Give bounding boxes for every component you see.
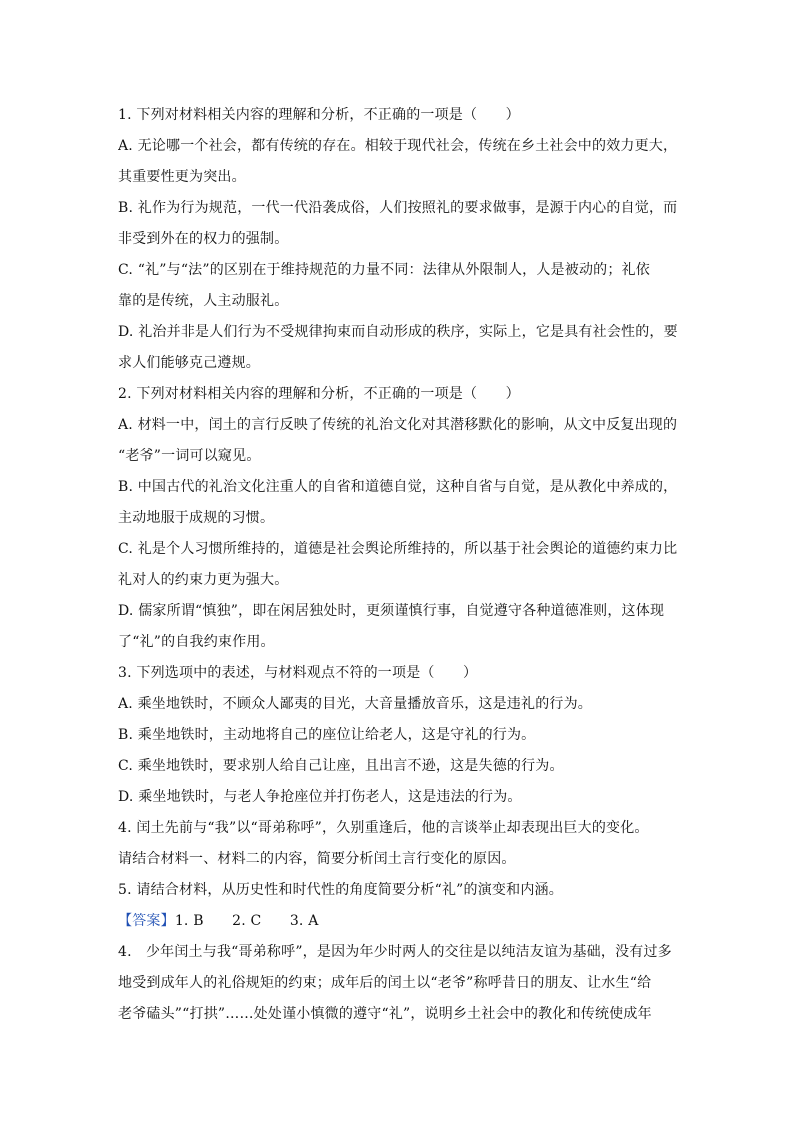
explanation-line-2: 地受到成年人的礼俗规矩的约束；成年后的闰土以“老爷”称呼昔日的朋友、让水生“给 <box>118 975 652 991</box>
document-body <box>118 100 683 1030</box>
question-2-option-a-cont: “老爷”一词可以窥见。 <box>118 448 261 464</box>
question-3-option-d: D. 乘坐地铁时，与老人争抢座位并打伤老人，这是违法的行为。 <box>118 789 522 805</box>
question-3-option-a: A. 乘坐地铁时，不顾众人鄙夷的目光，大音量播放音乐，这是违礼的行为。 <box>118 696 593 712</box>
question-3-option-b: B. 乘坐地铁时，主动地将自己的座位让给老人，这是守礼的行为。 <box>118 727 536 743</box>
question-2-option-a: A. 材料一中，闰土的言行反映了传统的礼治文化对其潜移默化的影响，从文中反复出现的 <box>118 417 678 433</box>
question-1-option-a-cont: 其重要性更为突出。 <box>118 169 246 185</box>
question-2-option-b: B. 中国古代的礼治文化注重人的自省和道德自觉，这种自省与自觉，是从教化中养成的， <box>118 479 678 495</box>
question-4-stem: 4. 闰土先前与“我”以“哥弟称呼”，久别重逢后，他的言谈举止却表现出巨大的变化。 <box>118 820 649 836</box>
question-3-stem: 3. 下列选项中的表述，与材料观点不符的一项是（ ） <box>118 665 478 681</box>
question-1-option-d-cont: 求人们能够克己遵规。 <box>118 355 260 371</box>
explanation-line-3: 老爷磕头”“打拱”……处处谨小慎微的遵守“礼”，说明乡土社会中的教化和传统使成年 <box>118 1006 652 1022</box>
question-1-option-c-cont: 靠的是传统，人主动服礼。 <box>118 293 289 309</box>
explanation-line-1: 4. 少年闰土与我“哥弟称呼”，是因为年少时两人的交往是以纯洁友谊为基础，没有过多 <box>118 944 672 960</box>
question-4-stem-cont: 请结合材料一、材料二的内容，简要分析闰土言行变化的原因。 <box>118 851 516 867</box>
question-1-option-b: B. 礼作为行为规范，一代一代沿袭成俗，人们按照礼的要求做事，是源于内心的自觉，而 <box>118 200 678 216</box>
answer-line <box>118 906 683 937</box>
question-1-option-d: D. 礼治并非是人们行为不受规律拘束而自动形成的秩序，实际上，它是具有社会性的，要 <box>118 324 678 340</box>
question-2-option-d: D. 儒家所谓“慎独”，即在闲居独处时，更须谨慎行事，自觉遵守各种道德准则，这体现 <box>118 603 665 619</box>
question-5-stem: 5. 请结合材料，从历史性和时代性的角度简要分析“礼”的演变和内涵。 <box>118 882 563 898</box>
question-2-option-d-cont: 了“礼”的自我约束作用。 <box>118 634 275 650</box>
question-1-option-c: C. “礼”与“法”的区别在于维持规范的力量不同：法律从外限制人，人是被动的；礼依 <box>118 262 650 278</box>
question-2-option-c: C. 礼是个人习惯所维持的，道德是社会舆论所维持的，所以基于社会舆论的道德约束力比 <box>118 541 678 557</box>
question-1-stem: 1. 下列对材料相关内容的理解和分析，不正确的一项是（ ） <box>118 107 520 123</box>
question-1-option-a: A. 无论哪一个社会，都有传统的存在。相较于现代社会，传统在乡土社会中的效力更大， <box>118 138 678 154</box>
question-2-option-b-cont: 主动地服于成规的习惯。 <box>118 510 275 526</box>
answer-tag: 【答案】 <box>118 913 175 929</box>
answer-text: 1. B 2. C 3. A <box>174 913 319 929</box>
question-2-stem: 2. 下列对材料相关内容的理解和分析，不正确的一项是（ ） <box>118 386 520 402</box>
question-1-option-b-cont: 非受到外在的权力的强制。 <box>118 231 289 247</box>
question-2-option-c-cont: 礼对人的约束力更为强大。 <box>118 572 289 588</box>
question-3-option-c: C. 乘坐地铁时，要求别人给自己让座，且出言不逊，这是失德的行为。 <box>118 758 564 774</box>
